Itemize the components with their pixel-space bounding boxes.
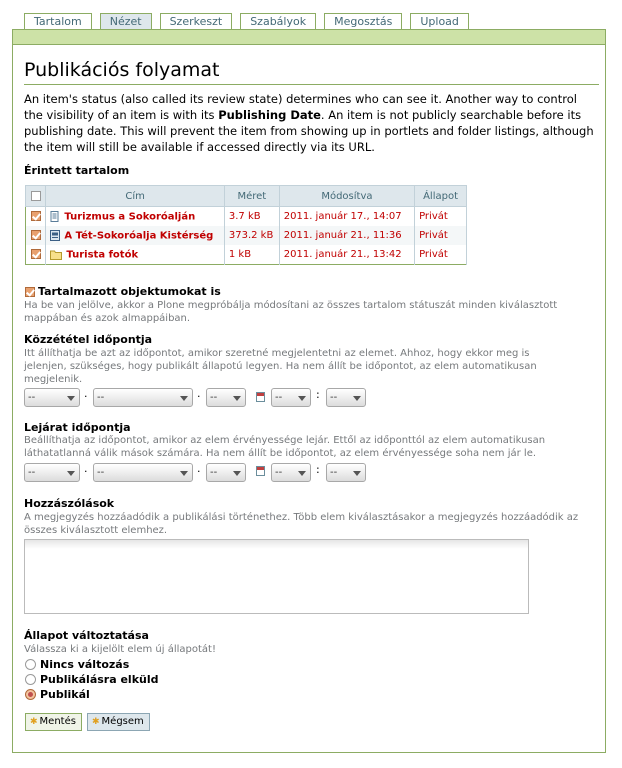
row-size: 1 kB: [224, 245, 279, 265]
page-description: An item's status (also called its review state) determines who can see it. Another way to control the visibility of an item is with its Publishing Date. An item is not publicly searchable before its publishing date. This will prevent the item from showing up in portlets and folder listings, although the item will still be available if accessed directly via its URL.: [24, 92, 594, 154]
col-title[interactable]: Cím: [46, 186, 224, 207]
date-separator: ·: [197, 390, 201, 403]
expiration-date-label: Lejárat időpontja: [24, 421, 131, 434]
col-size[interactable]: Méret: [224, 186, 279, 207]
row-state: Privát: [415, 207, 467, 227]
select-all-cell: [26, 186, 46, 207]
radio-button[interactable]: [25, 674, 36, 685]
time-separator: :: [316, 463, 320, 476]
include-children-row: [25, 285, 221, 298]
file-icon: [50, 230, 60, 241]
transition-option-no-change[interactable]: Nincs változás: [25, 658, 129, 671]
row-select-cell: [26, 245, 46, 265]
expiration-day-select[interactable]: --: [206, 463, 246, 482]
row-size: 3.7 kB: [224, 207, 279, 227]
date-separator: ·: [84, 390, 88, 403]
row-select-cell: [26, 207, 46, 227]
effective-month-select[interactable]: --: [93, 388, 193, 407]
row-title-link[interactable]: Turizmus a Sokoróalján: [64, 211, 196, 223]
tab-upload[interactable]: Upload: [410, 13, 469, 30]
radio-button-selected[interactable]: [25, 689, 36, 700]
effective-minute-select[interactable]: --: [326, 388, 366, 407]
effective-year-select[interactable]: --: [24, 388, 80, 407]
content-topbar: [13, 30, 605, 45]
comments-help: A megjegyzés hozzáadódik a publikálási történethez. Több elem kiválasztásakor a megjegyzés hozzáadódik az összes kiválasztott elemhez.: [24, 512, 579, 536]
radio-button[interactable]: [25, 659, 36, 670]
effective-day-select[interactable]: --: [206, 388, 246, 407]
date-separator: ·: [84, 465, 88, 478]
include-children-checkbox[interactable]: [25, 287, 35, 297]
row-checkbox[interactable]: [31, 249, 41, 259]
row-title-cell: [46, 226, 224, 245]
tab-edit[interactable]: Szerkeszt: [160, 13, 233, 30]
row-state: Privát: [415, 226, 467, 245]
include-children-label: Tartalmazott objektumokat is: [38, 285, 221, 298]
effective-date-label: Közzététel időpontja: [24, 333, 153, 346]
save-icon: ✱: [30, 717, 38, 727]
row-select-cell: [26, 226, 46, 245]
expiration-hour-select[interactable]: --: [271, 463, 311, 482]
transition-option-submit[interactable]: Publikálásra elküld: [25, 673, 159, 686]
date-separator: ·: [197, 465, 201, 478]
tab-contents[interactable]: Tartalom: [24, 13, 92, 30]
affected-content-label: Érintett tartalom: [24, 164, 130, 177]
row-modified: 2011. január 21., 11:36: [279, 226, 414, 245]
expiration-date-help: Beállíthatja az időpontot, amikor az elem érvényessége lejár. Ettől az időponttól az elem automatikusan láthatatlanná válik mások számára. Ha nem állít be időpontot, az elem érvényessége soha nem jár le.: [24, 435, 546, 459]
document-icon: [50, 211, 60, 222]
comments-label: Hozzászólások: [24, 497, 115, 510]
cancel-button[interactable]: ✱ Mégsem: [87, 713, 150, 731]
expiration-minute-select[interactable]: --: [326, 463, 366, 482]
select-all-checkbox[interactable]: [31, 191, 41, 201]
transition-label: Állapot változtatása: [24, 629, 149, 642]
table-row: [26, 226, 467, 245]
time-separator: :: [316, 388, 320, 401]
col-state[interactable]: Állapot: [415, 186, 467, 207]
tab-sharing[interactable]: Megosztás: [324, 13, 402, 30]
folder-icon: [50, 249, 62, 260]
effective-date-help: Itt állíthatja be azt az időpontot, amikor szeretné megjelentetni az elemet. Ahhoz, hogy ekkor meg is jelenjen, szükséges, hogy publikált állapotú legyen. Ha nem állít be időpontot, az elem automatikusan megjelenik.: [24, 348, 537, 385]
row-modified: 2011. január 21., 13:42: [279, 245, 414, 265]
page-title: Publikációs folyamat: [24, 58, 599, 85]
expiration-year-select[interactable]: --: [24, 463, 80, 482]
affected-content-table: [25, 185, 467, 265]
tab-rules[interactable]: Szabályok: [240, 13, 316, 30]
comments-textarea[interactable]: [24, 539, 529, 614]
row-title-link[interactable]: Turista fotók: [66, 249, 139, 261]
calendar-icon[interactable]: [256, 392, 265, 402]
effective-hour-select[interactable]: --: [271, 388, 311, 407]
row-title-cell: [46, 207, 224, 227]
calendar-icon[interactable]: [256, 466, 265, 476]
table-row: [26, 245, 467, 265]
expiration-month-select[interactable]: --: [93, 463, 193, 482]
row-title-link[interactable]: A Tét-Sokoróalja Kistérség: [64, 230, 214, 242]
col-modified[interactable]: Módosítva: [279, 186, 414, 207]
content-tabs: [24, 13, 469, 30]
row-size: 373.2 kB: [224, 226, 279, 245]
table-row: [26, 207, 467, 227]
row-title-cell: [46, 245, 224, 265]
row-modified: 2011. január 17., 14:07: [279, 207, 414, 227]
include-children-help: Ha be van jelölve, akkor a Plone megpróbálja módosítani az összes tartalom státuszát minden kiválasztott mappában és azok almappáiban.: [24, 300, 558, 324]
transition-option-publish[interactable]: Publikál: [25, 688, 90, 701]
row-checkbox[interactable]: [31, 211, 41, 221]
row-checkbox[interactable]: [31, 230, 41, 240]
tab-view[interactable]: Nézet: [100, 13, 152, 32]
transition-help: Válassza ki a kijelölt elem új állapotát!: [24, 644, 216, 655]
save-button[interactable]: ✱ Mentés: [25, 713, 82, 731]
row-state: Privát: [415, 245, 467, 265]
cancel-icon: ✱: [92, 717, 100, 727]
content-body: [24, 58, 599, 155]
